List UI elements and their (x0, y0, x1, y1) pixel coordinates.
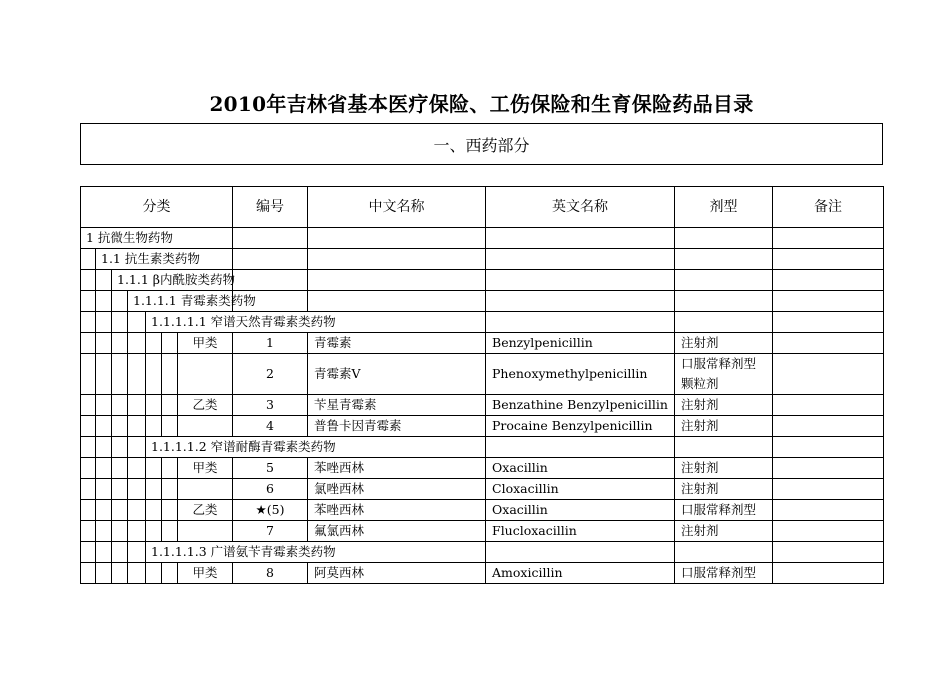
drug-form-line: 口服常释剂型 (681, 356, 757, 371)
category-label: 1 抗微生物药物 (81, 228, 233, 249)
category-row (81, 249, 884, 270)
drug-number: 4 (233, 416, 308, 437)
drug-class: 乙类 (178, 395, 233, 416)
header-en-name: 英文名称 (486, 187, 675, 228)
drug-cn-name: 青霉素 (308, 333, 486, 354)
drug-form: 注射剂 (675, 458, 773, 479)
drug-form: 注射剂 (675, 521, 773, 542)
drug-en-name: Procaine Benzylpenicillin (486, 416, 675, 437)
drug-form-line: 颗粒剂 (681, 376, 719, 391)
category-label: 1.1.1.1.3 广谱氨苄青霉素类药物 (146, 542, 486, 563)
drug-form: 注射剂 (675, 416, 773, 437)
drug-class: 乙类 (178, 500, 233, 521)
category-label: 1.1.1 β内酰胺类药物 (112, 270, 233, 291)
header-number: 编号 (233, 187, 308, 228)
drug-number: 1 (233, 333, 308, 354)
category-label: 1.1.1.1 青霉素类药物 (128, 291, 233, 312)
drug-cn-name: 阿莫西林 (308, 563, 486, 584)
header-form: 剂型 (675, 187, 773, 228)
drug-number: 6 (233, 479, 308, 500)
category-row (81, 437, 884, 458)
drug-class: 甲类 (178, 563, 233, 584)
table-row (81, 458, 884, 479)
drug-form: 口服常释剂型 (675, 500, 773, 521)
category-row (81, 312, 884, 333)
header-cn-name: 中文名称 (308, 187, 486, 228)
drug-class (178, 521, 233, 542)
drug-number: ★(5) (233, 500, 308, 521)
category-row (81, 542, 884, 563)
drug-cn-name: 氯唑西林 (308, 479, 486, 500)
table-row (81, 500, 884, 521)
drug-class (178, 416, 233, 437)
drug-cn-name: 普鲁卡因青霉素 (308, 416, 486, 437)
drug-cn-name: 苯唑西林 (308, 458, 486, 479)
drug-class (178, 479, 233, 500)
category-row (81, 270, 884, 291)
drug-en-name: Flucloxacillin (486, 521, 675, 542)
drug-en-name: Phenoxymethylpenicillin (486, 354, 675, 395)
category-row (81, 228, 884, 249)
table-row (81, 521, 884, 542)
drug-class: 甲类 (178, 458, 233, 479)
drug-class (178, 354, 233, 395)
drug-en-name: Benzathine Benzylpenicillin (486, 395, 675, 416)
drug-en-name: Benzylpenicillin (486, 333, 675, 354)
table-row (81, 354, 884, 395)
drug-number: 7 (233, 521, 308, 542)
category-label: 1.1.1.1.2 窄谱耐酶青霉素类药物 (146, 437, 486, 458)
table-header-row (81, 187, 884, 228)
drug-table (80, 186, 884, 584)
drug-form: 注射剂 (675, 395, 773, 416)
drug-cn-name: 苯唑西林 (308, 500, 486, 521)
drug-number: 5 (233, 458, 308, 479)
drug-class: 甲类 (178, 333, 233, 354)
table-row (81, 416, 884, 437)
drug-en-name: Oxacillin (486, 500, 675, 521)
drug-cn-name: 苄星青霉素 (308, 395, 486, 416)
drug-cn-name: 青霉素V (308, 354, 486, 395)
drug-en-name: Cloxacillin (486, 479, 675, 500)
table-row (81, 395, 884, 416)
drug-number: 2 (233, 354, 308, 395)
category-label: 1.1.1.1.1 窄谱天然青霉素类药物 (146, 312, 486, 333)
header-note: 备注 (773, 187, 884, 228)
table-row (81, 333, 884, 354)
table-row (81, 479, 884, 500)
drug-form: 注射剂 (675, 333, 773, 354)
drug-en-name: Oxacillin (486, 458, 675, 479)
table-row (81, 563, 884, 584)
category-row (81, 291, 884, 312)
drug-number: 3 (233, 395, 308, 416)
drug-form: 注射剂 (675, 479, 773, 500)
category-label: 1.1 抗生素类药物 (96, 249, 233, 270)
header-category: 分类 (81, 187, 233, 228)
drug-number: 8 (233, 563, 308, 584)
drug-form: 口服常释剂型 (675, 563, 773, 584)
drug-cn-name: 氟氯西林 (308, 521, 486, 542)
drug-form (675, 354, 773, 395)
drug-en-name: Amoxicillin (486, 563, 675, 584)
page-title: 2010年吉林省基本医疗保险、工伤保险和生育保险药品目录 (209, 92, 754, 116)
section-heading: 一、西药部分 (80, 123, 883, 165)
